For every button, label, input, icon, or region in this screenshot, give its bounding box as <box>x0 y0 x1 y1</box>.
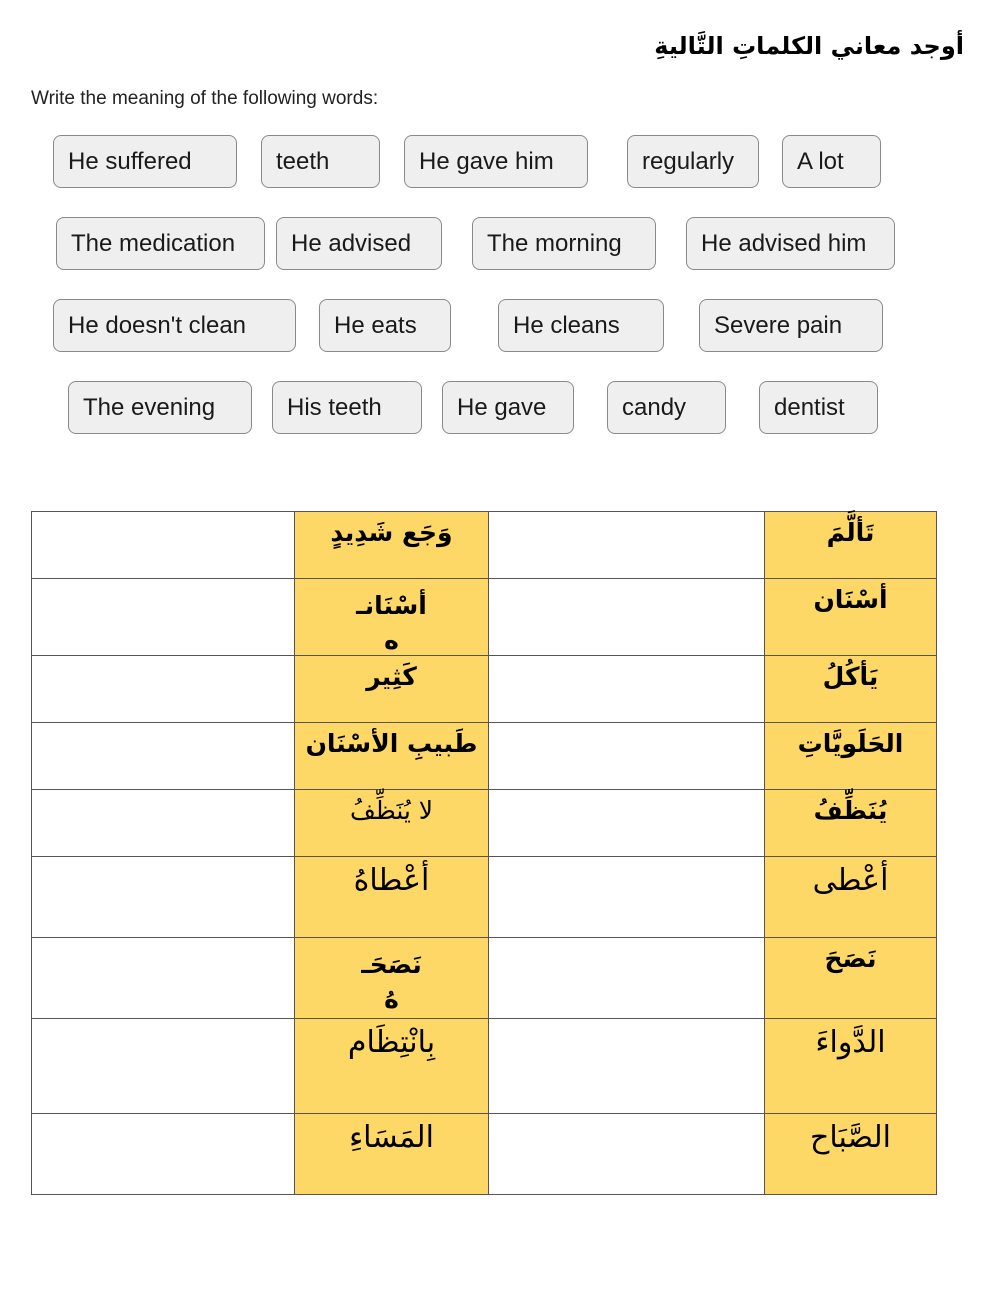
page-title: أوجد معاني الكلماتِ التَّاليةِ <box>654 32 964 60</box>
arabic-word-cell <box>295 1114 489 1195</box>
arabic-word-cell <box>765 656 937 723</box>
answer-dropzone[interactable] <box>32 938 295 1019</box>
arabic-word-cell <box>765 857 937 938</box>
answer-dropzone[interactable] <box>489 512 765 579</box>
answer-dropzone[interactable] <box>489 857 765 938</box>
arabic-word: نَصَحَـ هُ <box>295 938 488 1014</box>
arabic-word: يُنَظِّفُ <box>813 796 888 825</box>
word-chip[interactable]: candy <box>607 381 726 434</box>
table-row <box>32 512 937 579</box>
table-row <box>32 1114 937 1195</box>
arabic-word: الحَلَويَّاتِ <box>797 729 904 758</box>
answer-dropzone[interactable] <box>32 579 295 656</box>
arabic-word-cell <box>295 723 489 790</box>
instruction-text: Write the meaning of the following words: <box>31 88 379 109</box>
arabic-word: لا يُنَظِّفُ <box>349 796 434 825</box>
arabic-word-cell <box>295 512 489 579</box>
arabic-word-cell <box>765 938 937 1019</box>
answer-dropzone[interactable] <box>32 790 295 857</box>
table-row <box>32 579 937 656</box>
answer-dropzone[interactable] <box>489 938 765 1019</box>
answer-dropzone[interactable] <box>489 790 765 857</box>
arabic-word: بِانْتِظَام <box>347 1025 436 1060</box>
word-chip[interactable]: dentist <box>759 381 878 434</box>
arabic-word-cell <box>295 579 489 656</box>
arabic-word: المَسَاءِ <box>349 1120 434 1155</box>
arabic-word: نَصَحَ <box>824 944 877 973</box>
word-chip[interactable]: The morning <box>472 217 656 270</box>
word-chip[interactable]: regularly <box>627 135 759 188</box>
arabic-word-cell <box>765 790 937 857</box>
word-chip[interactable]: He cleans <box>498 299 664 352</box>
word-chip[interactable]: A lot <box>782 135 881 188</box>
pronoun-suffix: هُ <box>384 985 399 1014</box>
word-chip[interactable]: The evening <box>68 381 252 434</box>
word-chip[interactable]: He gave <box>442 381 574 434</box>
word-chip[interactable]: His teeth <box>272 381 422 434</box>
word-chip[interactable]: He gave him <box>404 135 588 188</box>
answer-dropzone[interactable] <box>32 512 295 579</box>
arabic-word-cell <box>765 512 937 579</box>
arabic-word: طَبيبِ الأسْنَان <box>305 729 478 758</box>
word-chip[interactable]: Severe pain <box>699 299 883 352</box>
answer-dropzone[interactable] <box>489 579 765 656</box>
answer-dropzone[interactable] <box>32 656 295 723</box>
arabic-word: وَجَع شَدِيدٍ <box>330 518 453 547</box>
word-chip[interactable]: He doesn't clean <box>53 299 296 352</box>
answer-dropzone[interactable] <box>32 1114 295 1195</box>
table-row <box>32 938 937 1019</box>
arabic-word-cell <box>295 857 489 938</box>
pronoun-suffix: ه <box>384 626 399 655</box>
arabic-word-cell <box>765 723 937 790</box>
vocabulary-table <box>31 511 937 1195</box>
arabic-word-cell <box>295 1019 489 1114</box>
arabic-word: أسْنَانـ ه <box>295 579 488 655</box>
arabic-word: أسْنَان <box>813 585 888 614</box>
arabic-word: أعْطاهُ <box>353 863 430 898</box>
answer-dropzone[interactable] <box>32 723 295 790</box>
word-chip[interactable]: He advised him <box>686 217 895 270</box>
arabic-word: كَثِير <box>366 662 417 691</box>
arabic-word-cell <box>295 656 489 723</box>
arabic-word-cell <box>765 579 937 656</box>
word-chip[interactable]: teeth <box>261 135 380 188</box>
arabic-word: تَألَّمَ <box>826 518 875 547</box>
answer-dropzone[interactable] <box>489 656 765 723</box>
arabic-word: يَأكُلُ <box>822 662 879 691</box>
word-chip[interactable]: The medication <box>56 217 265 270</box>
answer-dropzone[interactable] <box>489 723 765 790</box>
arabic-word-cell <box>295 790 489 857</box>
answer-dropzone[interactable] <box>489 1114 765 1195</box>
word-chip[interactable]: He advised <box>276 217 442 270</box>
answer-dropzone[interactable] <box>32 1019 295 1114</box>
answer-dropzone[interactable] <box>32 857 295 938</box>
arabic-word: أعْطى <box>812 863 889 898</box>
arabic-word-cell <box>295 938 489 1019</box>
table-row <box>32 723 937 790</box>
answer-dropzone[interactable] <box>489 1019 765 1114</box>
arabic-word-cell <box>765 1114 937 1195</box>
arabic-word: الدَّواءَ <box>815 1025 886 1060</box>
arabic-word-cell <box>765 1019 937 1114</box>
word-chip[interactable]: He eats <box>319 299 451 352</box>
word-chip[interactable]: He suffered <box>53 135 237 188</box>
arabic-word: الصَّبَاح <box>809 1120 892 1155</box>
table-row <box>32 790 937 857</box>
table-row <box>32 1019 937 1114</box>
table-row <box>32 656 937 723</box>
table-row <box>32 857 937 938</box>
